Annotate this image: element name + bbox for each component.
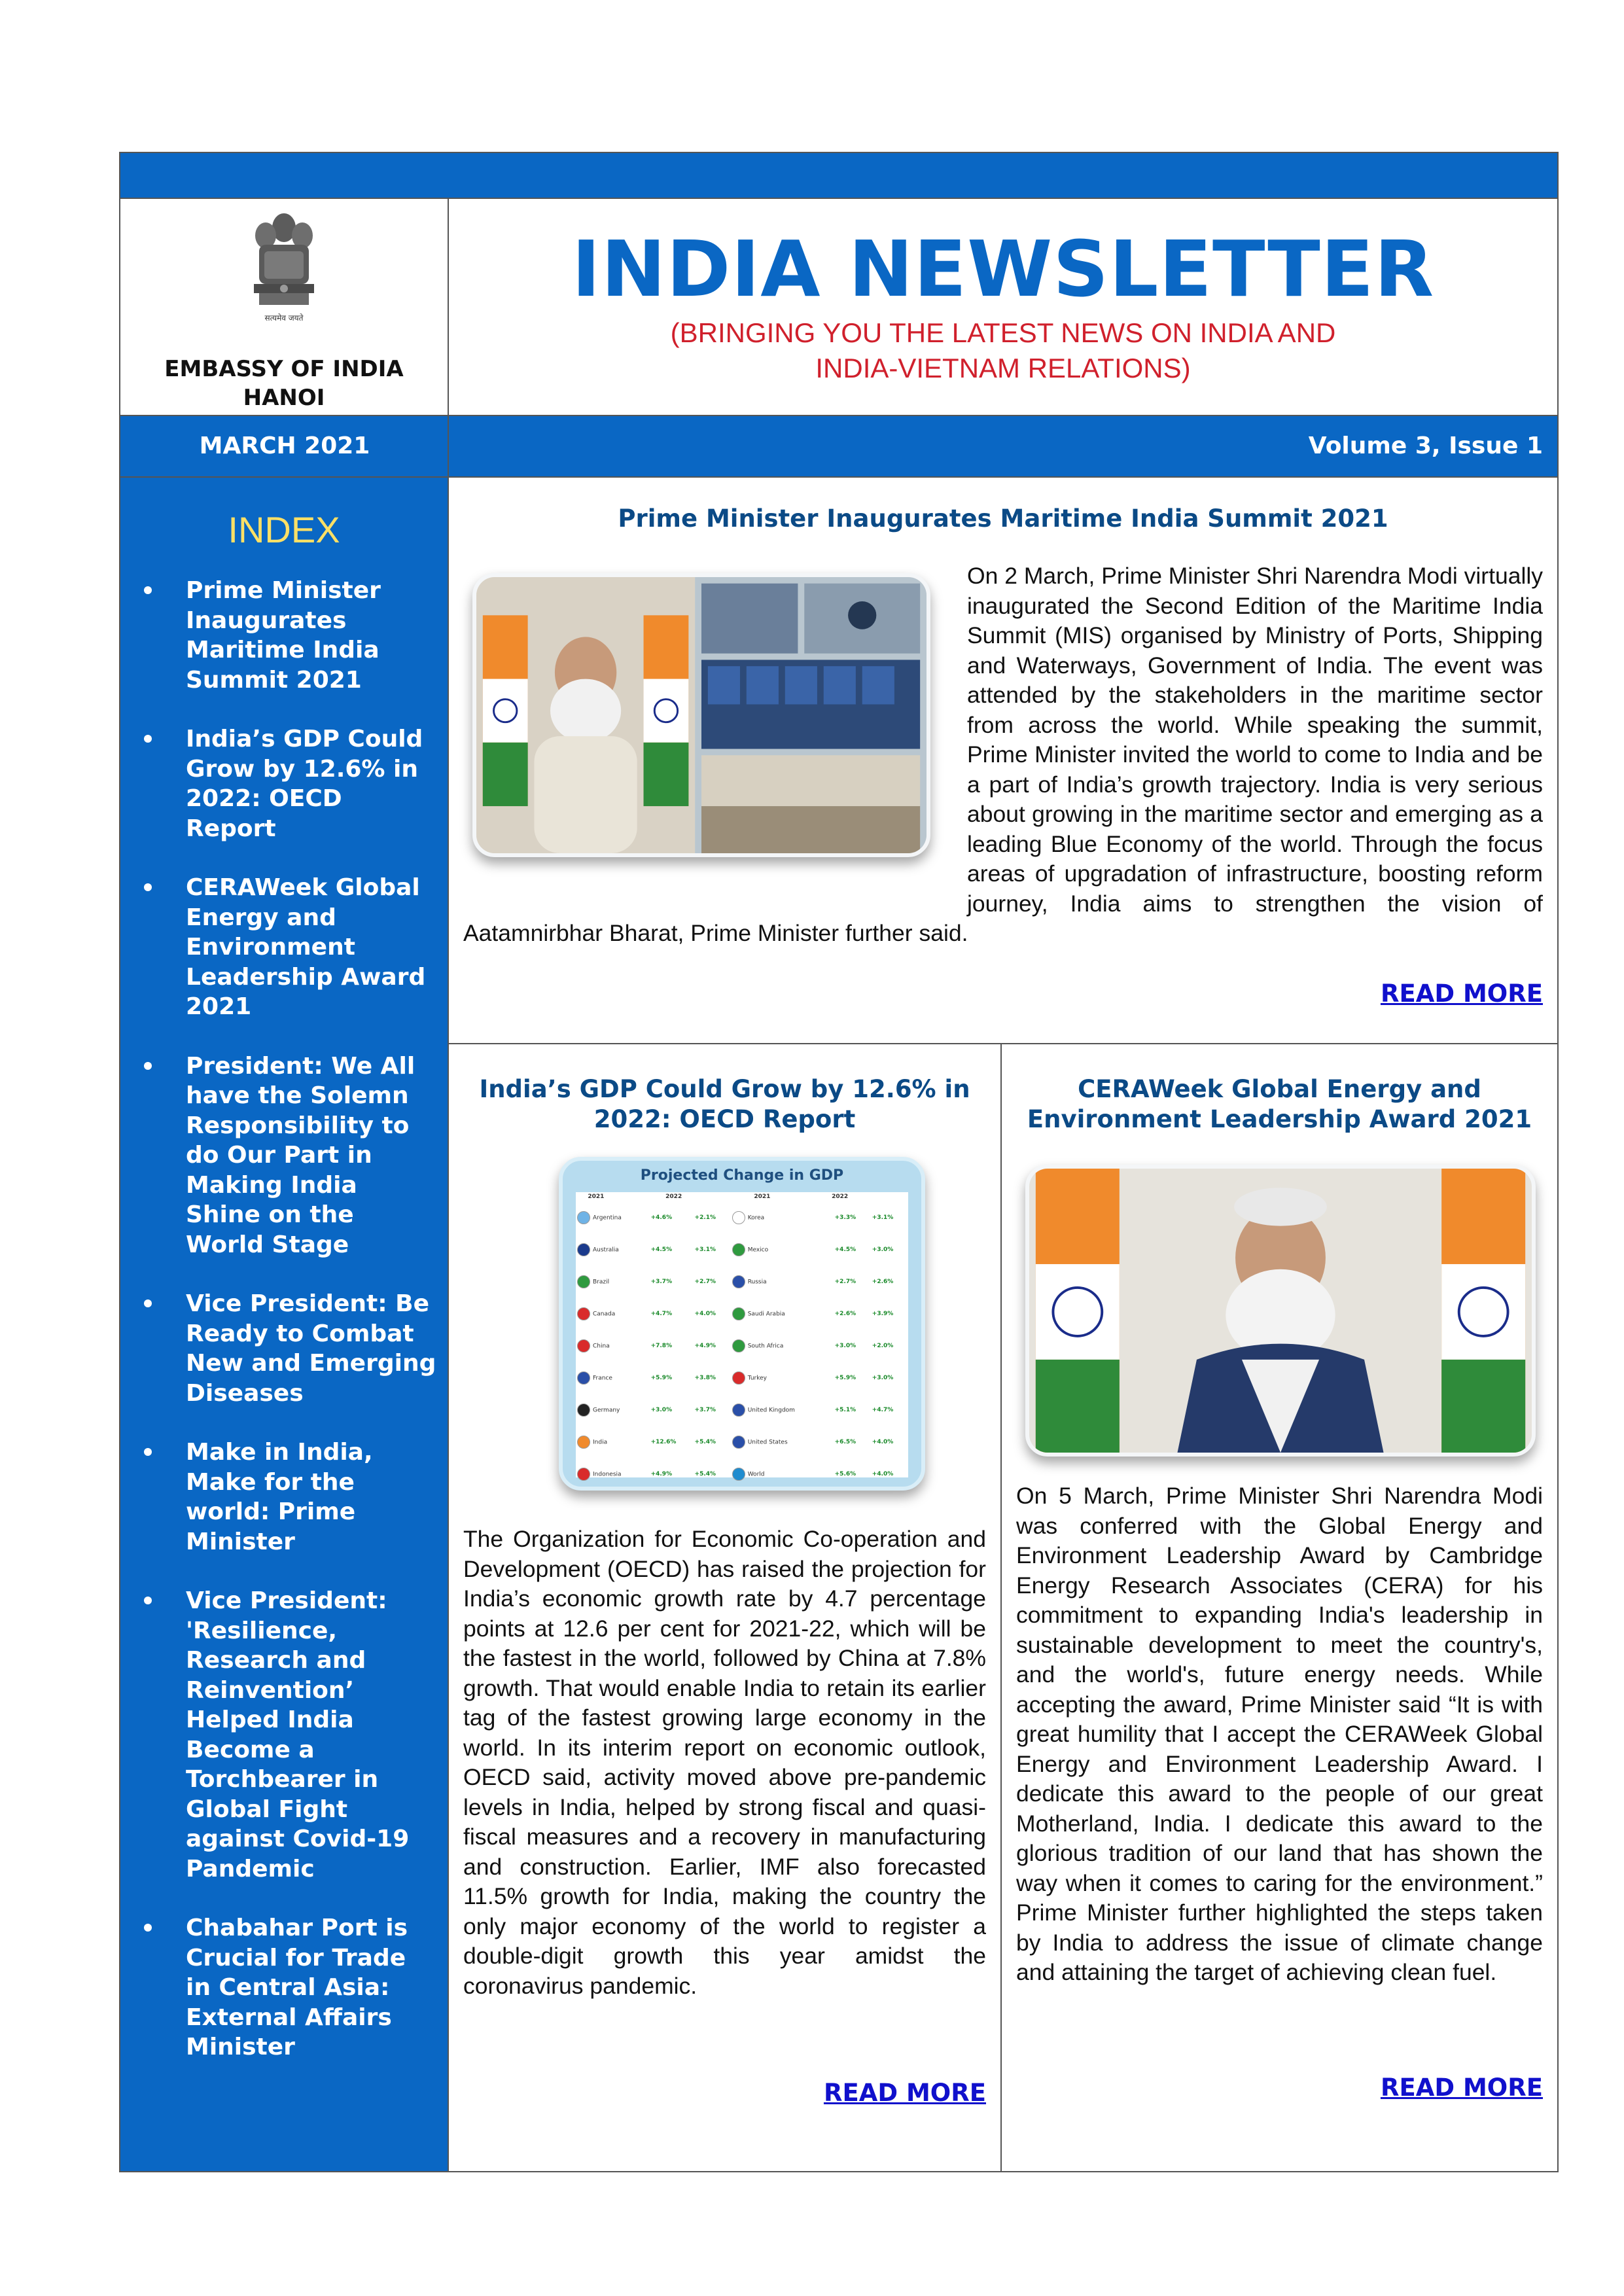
gdp-value-2022: +3.8% — [694, 1374, 716, 1381]
gdp-value-2021: +3.7% — [650, 1278, 673, 1285]
flag-icon — [732, 1243, 745, 1256]
bullet-icon — [144, 735, 152, 743]
subtitle-line-1: (BRINGING YOU THE LATEST NEWS ON INDIA AND — [670, 317, 1336, 348]
article-title: Prime Minister Inaugurates Maritime India Summit 2021 — [618, 504, 1388, 533]
gdp-value-2022: +3.0% — [872, 1374, 894, 1381]
flag-icon — [577, 1436, 590, 1449]
bullet-icon — [144, 586, 152, 594]
index-item-label: CERAWeek Global Energy and Environment Leadership Award 2021 — [186, 874, 426, 1020]
gdp-country: India — [576, 1426, 650, 1458]
gdp-value-2021: +5.1% — [834, 1406, 856, 1413]
read-more-link[interactable]: READ MORE — [1380, 980, 1543, 1008]
index-item[interactable] — [141, 1586, 438, 1884]
article-gdp — [449, 1044, 1000, 2171]
gdp-country: Turkey — [731, 1362, 834, 1394]
gdp-value-2021: +2.7% — [834, 1278, 856, 1285]
embassy-name: EMBASSY OF INDIA — [164, 356, 404, 382]
emblem-motto: सत्यमेव जयते — [264, 313, 304, 323]
bullet-icon — [144, 1062, 152, 1070]
gdp-value-2021: +3.0% — [834, 1342, 856, 1349]
index-item[interactable] — [141, 1051, 438, 1260]
col-2022: 2022 — [665, 1193, 682, 1200]
article-body: The Organization for Economic Co-operation and Development (OECD) has raised the projection for India’s economic growth rate by 4.7 percentage points at 12.6 per cent for 2021-22, which will be the fastest in the world, followed by China at 7.8% growth. That would enable India to retain its earlier tag of the fastest growing large economy in the world. In its interim report on economic outlook, OECD said, activity moved above pre-pandemic levels in India, helped by strong fiscal and quasi-fiscal measures and a recovery in manufacturing and construction. Earlier, IMF also forecasted 11.5% growth for India, making the country the only major economy of the world to register a double-digit growth this year amidst the coronavirus pandemic. — [463, 1526, 986, 1999]
gdp-country — [731, 1490, 834, 1491]
gdp-row — [576, 1490, 908, 1491]
flag-icon — [732, 1339, 745, 1352]
index-item-label: India’s GDP Could Grow by 12.6% in 2022: OECD Report — [186, 726, 423, 842]
article-title: CERAWeek Global Energy and Environment Leadership Award 2021 — [1027, 1075, 1532, 1133]
flag-icon — [732, 1211, 745, 1224]
gdp-value-2022: +5.4% — [694, 1438, 716, 1445]
index-heading: INDEX — [228, 509, 340, 550]
gdp-value-2021 — [834, 1490, 871, 1491]
flag-icon — [577, 1307, 590, 1320]
gdp-row — [576, 1298, 908, 1330]
gdp-country — [576, 1490, 650, 1491]
issue-bar-divider — [448, 416, 449, 476]
flag-icon — [732, 1371, 745, 1385]
flag-icon — [577, 1371, 590, 1385]
flag-icon — [577, 1243, 590, 1256]
gdp-table-header — [576, 1192, 908, 1201]
gdp-country: Brazil — [576, 1265, 650, 1298]
flag-icon — [732, 1404, 745, 1417]
flag-icon — [577, 1468, 590, 1481]
photo-wrap-space — [463, 561, 967, 915]
embassy-city: HANOI — [243, 385, 325, 411]
flag-icon — [732, 1275, 745, 1288]
index-item-label: Vice President: Be Ready to Combat New and Emerging Diseases — [186, 1290, 436, 1407]
gdp-country: Australia — [576, 1233, 650, 1265]
flag-icon — [577, 1404, 590, 1417]
index-item[interactable] — [141, 724, 438, 843]
article-body: On 5 March, Prime Minister Shri Narendra Modi was conferred with the Global Energy and Environment Leadership Award by Cambridge Energy Research Associates (CERA) for his commitment to expanding India's leadership in sustainable development to meet the country's, and the world's, future energy needs. While accepting the award, Prime Minister said “It is with great humility that I accept the CERAWeek Global Energy and Environment Leadership Award. I dedicate this award to the people of our great Motherland, India. I dedicate this award to the glorious tradition of our land that has shown the way when it comes to caring for the environment.” Prime Minister further highlighted the steps taken by India to address the issue of climate change and attaining the target of achieving clean fuel. — [1016, 1483, 1543, 1985]
gdp-row — [576, 1362, 908, 1394]
gdp-value-2022: +2.0% — [872, 1342, 894, 1349]
gdp-value-2021: +3.3% — [834, 1214, 856, 1221]
index-item[interactable] — [141, 1913, 438, 2062]
top-color-bar — [120, 153, 1557, 199]
index-item-label: Vice President: 'Resilience, Research and Reinvention’ Helped India Become a Torchbearer in Global Fight against Covid-19 Pandemic — [186, 1587, 410, 1882]
gdp-value-2022 — [871, 1490, 908, 1491]
article-maritime — [449, 478, 1557, 1044]
index-item[interactable] — [141, 873, 438, 1022]
index-item[interactable] — [141, 576, 438, 695]
issue-bar — [120, 415, 1557, 478]
masthead — [449, 199, 1557, 415]
bullet-icon — [144, 1299, 152, 1307]
gdp-country: China — [576, 1330, 650, 1362]
gdp-value-2022: +3.9% — [872, 1310, 894, 1317]
gdp-row — [576, 1265, 908, 1298]
gdp-value-2021: +4.6% — [650, 1214, 673, 1221]
gdp-country: United Kingdom — [731, 1394, 834, 1426]
gdp-value-2022: +5.4% — [694, 1470, 716, 1477]
gdp-row — [576, 1201, 908, 1233]
gdp-value-2021: +12.6% — [650, 1438, 677, 1445]
gdp-value-2022: +4.0% — [872, 1438, 894, 1445]
gdp-value-2022: +4.0% — [694, 1310, 716, 1317]
gdp-value-2022: +3.1% — [872, 1214, 894, 1221]
gdp-country: United States — [731, 1426, 834, 1458]
gdp-value-2021: +4.7% — [650, 1310, 673, 1317]
gdp-value-2021: +3.0% — [650, 1406, 673, 1413]
read-more-link[interactable]: READ MORE — [823, 2079, 986, 2107]
gdp-row — [576, 1426, 908, 1458]
index-item-label: Prime Minister Inaugurates Maritime India Summit 2021 — [186, 577, 381, 694]
flag-icon — [732, 1436, 745, 1449]
bullet-icon — [144, 1597, 152, 1604]
gdp-value-2021: +2.6% — [834, 1310, 856, 1317]
newsletter-title: INDIA NEWSLETTER — [571, 224, 1435, 314]
bullet-icon — [144, 1448, 152, 1456]
gdp-country: Russia — [731, 1265, 834, 1298]
issue-volume: Volume 3, Issue 1 — [1308, 433, 1543, 459]
gdp-value-2022 — [694, 1490, 731, 1491]
index-item-label: Make in India, Make for the world: Prime Minister — [186, 1439, 373, 1555]
article-body: On 2 March, Prime Minister Shri Narendra Modi virtually inaugurated the Second Edition of the Maritime India Summit (MIS) organised by Ministry of Ports, Shipping and Waterways, Government of India. The event was attended by the stakeholders in the maritime sector from across the world. While speaking the summit, Prime Minister invited the world to come to India and be a part of India’s growth trajectory. India is very serious about growing in the maritime sector and emerging as a leading Blue Economy of the world. Through the focus areas of upgradation of infrastructure, boosting reform journey, India aims to strengthen the vision of Aatamnirbhar Bharat, Prime Minister further said. — [463, 563, 1543, 946]
gdp-value-2022: +3.7% — [694, 1406, 716, 1413]
gdp-row — [576, 1330, 908, 1362]
gdp-country: France — [576, 1362, 650, 1394]
infographic-panel — [576, 1192, 908, 1477]
gdp-country: Korea — [731, 1201, 834, 1233]
gdp-value-2021: +5.9% — [834, 1374, 856, 1381]
award-photo — [1025, 1165, 1536, 1457]
gdp-country: South Africa — [731, 1330, 834, 1362]
index-item[interactable] — [141, 1438, 438, 1557]
gdp-value-2021: +4.5% — [834, 1246, 856, 1253]
gdp-country: Germany — [576, 1394, 650, 1426]
main-content — [449, 478, 1557, 2171]
gdp-value-2021: +7.8% — [650, 1342, 673, 1349]
gdp-value-2021: +5.9% — [650, 1374, 673, 1381]
gdp-rows — [576, 1201, 908, 1491]
gdp-value-2022: +4.9% — [694, 1342, 716, 1349]
subtitle-line-2: INDIA-VIETNAM RELATIONS) — [815, 353, 1191, 383]
gdp-country: World — [731, 1458, 834, 1490]
article-ceraweek — [1002, 1044, 1557, 2171]
gdp-value-2022: +2.1% — [694, 1214, 716, 1221]
issue-date: MARCH 2021 — [199, 433, 370, 459]
flag-icon — [577, 1275, 590, 1288]
index-item-label: President: We All have the Solemn Responsibility to do Our Part in Making India Shine on the World Stage — [186, 1052, 415, 1258]
col-2021: 2021 — [754, 1193, 771, 1200]
index-list — [141, 576, 438, 2092]
newsletter-subtitle — [449, 315, 1557, 386]
read-more-link[interactable]: READ MORE — [1380, 2074, 1543, 2102]
gdp-value-2021: +4.9% — [650, 1470, 673, 1477]
flag-icon — [577, 1211, 590, 1224]
index-item-label: Chabahar Port is Crucial for Trade in Central Asia: External Affairs Minister — [186, 1915, 408, 2060]
gdp-value-2021: +5.6% — [834, 1470, 856, 1477]
national-emblem-icon — [245, 205, 323, 336]
flag-icon — [577, 1339, 590, 1352]
gdp-infographic — [559, 1157, 925, 1491]
flag-icon — [732, 1468, 745, 1481]
col-2021: 2021 — [588, 1193, 605, 1200]
gdp-country: Mexico — [731, 1233, 834, 1265]
gdp-country: Indonesia — [576, 1458, 650, 1490]
gdp-value-2022: +2.7% — [694, 1278, 716, 1285]
gdp-row — [576, 1458, 908, 1490]
newsletter-page — [119, 152, 1559, 2172]
bullet-icon — [144, 1924, 152, 1932]
gdp-row — [576, 1233, 908, 1265]
col-2022: 2022 — [832, 1193, 849, 1200]
gdp-value-2022: +3.1% — [694, 1246, 716, 1253]
gdp-row — [576, 1394, 908, 1426]
gdp-table — [576, 1192, 908, 1201]
gdp-value-2022: +4.7% — [872, 1406, 894, 1413]
embassy-header — [120, 199, 449, 415]
index-sidebar — [120, 478, 449, 2171]
gdp-value-2022: +3.0% — [872, 1246, 894, 1253]
gdp-value-2021 — [650, 1490, 694, 1491]
infographic-title: Projected Change in GDP — [640, 1167, 844, 1184]
bullet-icon — [144, 883, 152, 891]
gdp-value-2022: +2.6% — [872, 1278, 894, 1285]
gdp-value-2021: +6.5% — [834, 1438, 856, 1445]
gdp-value-2022: +4.0% — [872, 1470, 894, 1477]
gdp-country: Saudi Arabia — [731, 1298, 834, 1330]
gdp-country: Canada — [576, 1298, 650, 1330]
gdp-value-2021: +4.5% — [650, 1246, 673, 1253]
index-item[interactable] — [141, 1289, 438, 1408]
article-title: India’s GDP Could Grow by 12.6% in 2022: OECD Report — [479, 1075, 970, 1133]
gdp-country: Argentina — [576, 1201, 650, 1233]
flag-icon — [732, 1307, 745, 1320]
